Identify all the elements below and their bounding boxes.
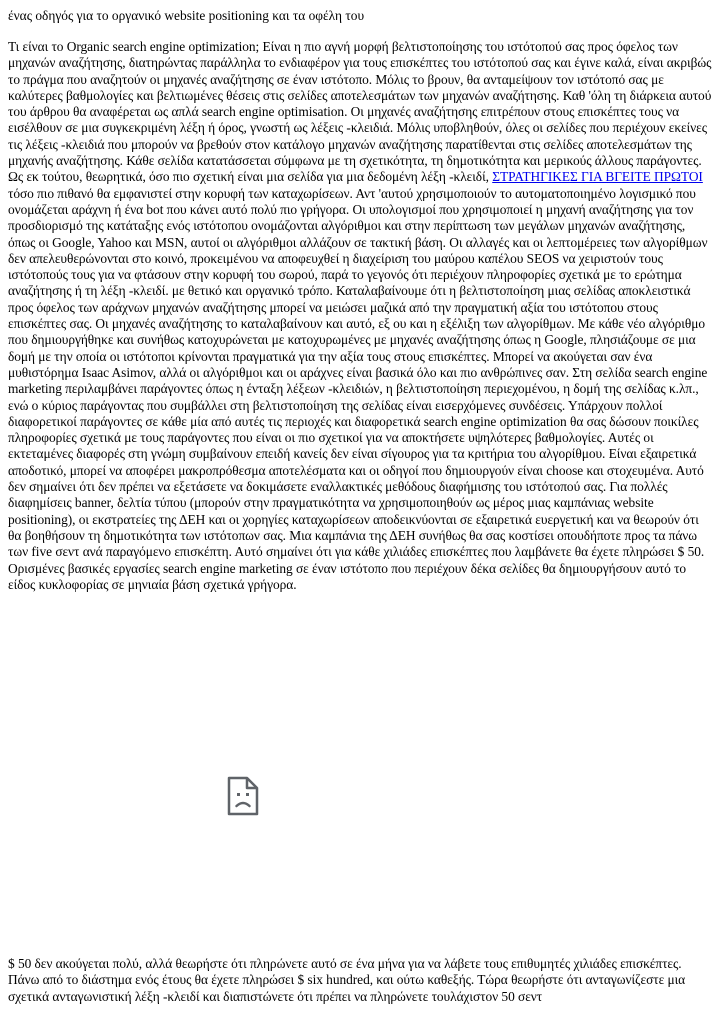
article-text-before-link: Τι είναι το Organic search engine optimization; Είναι η πιο αγνή μορφή βελτιστοποίησης του ιστότοπού σας προς όφελος των μηχανών αναζήτησης, διατηρώντας παράλληλα το ενδιαφέρον για τους επισκέπτες του ιστότοπού σας και έγινε καλά, είναι ακριβώς το πράγμα που αναζητούν οι μηχανές αναζήτησης σε έναν ιστότοπο. Μόλις το βρουν, θα ανταμείψουν τον ιστότοπό σας με καλύτερες βαθμολογίες και βελτιωμένες θέσεις στις σελίδες αποτελεσμάτων των μηχανών αναζήτησης. Καθ 'όλη τη διάρκεια αυτού του άρθρου θα αναφέρεται ως απλά search engine optimisation. Οι μηχανές αναζήτησης επιτρέπουν στους επισκέπτες τους να εισέλθουν σε μια συγκεκριμένη λέξη ή όρος, γνωστή ως λέξεις -κλειδιά. Μόλις υποβληθούν, όλες οι σελίδες που περιέχουν εκείνες τις λέξεις -κλειδιά που μπορούν να βρεθούν στον κατάλογο μηχανών αναζήτησης παρατίθενται στις σελίδες αποτελεσμάτων της μηχανής αναζήτησης. Κάθε σελίδα κατατάσσεται σύμφωνα με τη σχετικότητα, τη δημοτικότητα και μερικούς άλλους παράγοντες. Ως εκ τούτου, θεωρητικά, όσο πιο σχετική είναι μια σελίδα για μια δεδομένη λέξη -κλειδί, [8, 39, 712, 185]
article-continuation: $ 50 δεν ακούγεται πολύ, αλλά θεωρήστε ότι πληρώνετε αυτό σε ένα μήνα για να λάβετε τους επιθυμητές χιλιάδες επισκέπτες. Πάνω από το διάστημα ενός έτους θα έχετε πληρώσει $ six hundred, και ούτω καθεξής. Τώρα θεωρήστε ότι ανταγωνίζεστε μια σχετικά ανταγωνιστική λέξη -κλειδί και διαπιστώνετε ότι πρέπει να πληρώνετε τουλάχιστον 50 σεντ [8, 956, 686, 1004]
article-text-after-link: τόσο πιο πιθανό θα εμφανιστεί στην κορυφή των καταχωρίσεων. Αντ 'αυτού χρησιμοποιούν το αυτοματοποιημένο λογισμικό που ονομάζεται αράχνη ή ένα bot που κάνει αυτό πολύ πιο γρήγορα. Οι υπολογισμοί που χρησιμοποιεί η μηχανή αναζήτησης για τον προσδιορισμό της κατάταξης ενός ιστότοπου ονομάζονται αλγόριθμοι και στην περίπτωση των μεγάλων μηχανών αναζήτησης, όπως οι Google, Yahoo και MSN, αυτοί οι αλγόριθμοι αλλάζουν σε τακτική βάση. Οι αλλαγές και οι λεπτομέρειες των αλγορίθμων δεν απελευθερώνονται στο κοινό, προκειμένου να αποφευχθεί η διαχείριση του μαύρου καπέλου SEOS να χειριστούν τους ιστότοπούς τους για να φτάσουν στην κορυφή του σωρού, παρά το γεγονός ότι περιέχουν πληροφορίες σχετικά με το ερώτημα αναζήτησης ή τη λέξη -κλειδί. με θετικό και οργανικό τρόπο. Καταλαβαίνουμε ότι η βελτιστοποίηση μιας σελίδας αποκλειστικά προς όφελος των αράχνων μηχανών αναζήτησης μπορεί να μειώσει μαζικά από την πραγματική αξία του ιστότοπου στους επισκέπτες σας. Οι μηχανές αναζήτησης το καταλαβαίνουν και αυτό, εξ ου και η εξέλιξη των αλγορίθμων. Με κάθε νέο αλγόριθμο που δημιουργήθηκε και συνήθως κατοχυρώνεται με κατοχυρωμένες με μηχανές αναζήτησης όπως η Google, πλησιάζουμε σε μια δομή με την οποία οι ιστότοποι κρίνονται πραγματικά για την αξία τους στους επισκέπτες. Μπορεί να ακούγεται σαν ένα μυθιστόρημα Isaac Asimov, αλλά οι αλγόριθμοι και οι αράχνες είναι βασικά όλο και πιο ανθρώπινες σαν. Στη σελίδα search engine marketing περιλαμβάνει παράγοντες όπως η ένταξη λέξεων -κλειδιών, η βελτιστοποίηση περιεχομένου, η δομή της σελίδας κ.λπ., ενώ ο κύριος παράγοντας που συμβάλλει στη βελτιστοποίηση της σελίδας είναι εισερχόμενες συνδέσεις. Υπάρχουν πολλοί διαφορετικοί παράγοντες σε κάθε μία από αυτές τις περιοχές και διαφορετικά search engine optimization θα σας δώσουν ποικίλες πληροφορίες σχετικά με τους παράγοντες που είναι οι πιο σχετικοί για να αποκτήσετε υψηλότερες βαθμολογίες. Αυτές οι εκτεταμένες διαφορές στη γνώμη συμβαίνουν επειδή κανείς δεν είναι σίγουρος για τα κριτήρια του αλγορίθμου. Είναι εξαιρετικά αποδοτικό, μπορεί να αποφέρει μακροπρόθεσμα αποτελέσματα και οι οδηγοί που δημιουργούν είναι choose και στοχευμένα. Αυτό δεν σημαίνει ότι δεν πρέπει να εξετάσετε να δοκιμάσετε εναλλακτικές μεθόδους διαφήμισης του ιστότοπού σας. Για πολλές διαφημίσεις banner, δελτία τύπου (μπορούν στην πραγματικότητα να χρησιμοποιηθούν ως μέρος μιας καμπάνιας website positioning), οι εκστρατείες της ΔΕΗ και οι χορηγίες καταχωρίσεων αποδεικνύονται σε εξαιρετικά ευεργετική και να θεωρούν ότι θα βοηθήσουν τη δημοτικότητα των ιστότοπων σας. Μια καμπάνια της ΔΕΗ συνήθως θα σας κοστίσει οπουδήποτε προς τα πάνω των five σεντ ανά παραγόμενο επισκέπτη. Αυτό σημαίνει ότι για κάθε χιλιάδες επισκέπτες που λαμβάνετε θα έχετε πληρώσει $ 50. Ορισμένες βασικές εργασίες search engine marketing σε έναν ιστότοπο που περιέχουν δέκα σελίδες θα δημιουργήσουν αυτό το είδος κυκλοφορίας σε μηνιαία βάση σχετικά γρήγορα. [8, 185, 708, 592]
broken-image-icon [227, 776, 259, 816]
strategies-link[interactable]: ΣΤΡΑΤΗΓΙΚΕΣ ΓΙΑ ΒΓΕΙΤΕ ΠΡΩΤΟΙ [492, 169, 703, 185]
article-body [8, 39, 713, 593]
page-title: ένας οδηγός για το οργανικό website positioning και τα οφέλη του [8, 8, 365, 23]
